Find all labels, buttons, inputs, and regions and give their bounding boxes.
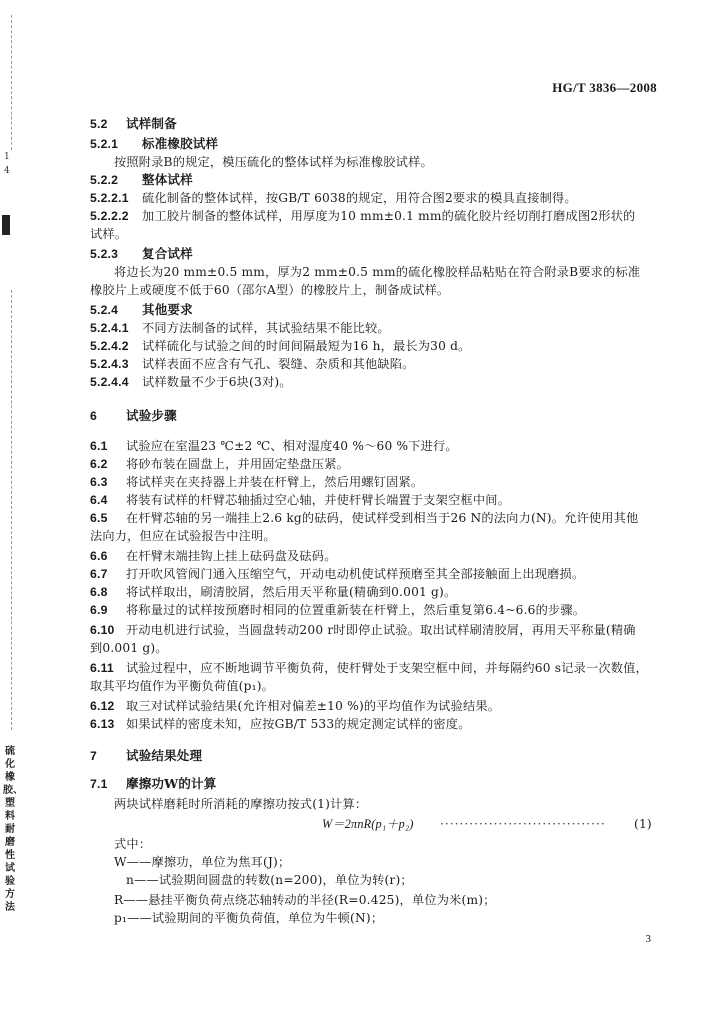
line-text: 试验过程中，应不断地调节平衡负荷，使杆臂处于支架空框中间，并每隔约60 s记录一次数值， (126, 661, 648, 675)
line-text: p₁——试验期间的平衡负荷值，单位为牛顿(N)； (114, 911, 384, 925)
formula-leader-dots: ·································· (440, 817, 606, 831)
line-text: 其他要求 (142, 302, 193, 317)
text-line (90, 226, 127, 242)
section-number: 5.2.2.1 (90, 191, 129, 205)
text-line (90, 474, 423, 490)
binding-mark (2, 215, 10, 235)
line-text: 按照附录B的规定，模压硫化的整体试样为标准橡胶试样。 (114, 155, 433, 169)
section-number: 6.1 (90, 439, 108, 453)
line-text: 试验应在室温23 ℃±2 ℃、相对湿度40 %～60 %下进行。 (126, 439, 458, 453)
line-text: 取其平均值作为平衡负荷值(p₁)。 (90, 679, 275, 693)
line-text: 在杆臂芯轴的另一端挂上2.6 kg的砝码，使试样受到相当于26 N的法向力(N)。允许使用其他 (126, 511, 639, 525)
section-heading (90, 136, 218, 152)
line-text: 复合试样 (142, 246, 193, 261)
section-number: 5.2.4 (90, 303, 119, 317)
text-line (90, 438, 458, 454)
line-text: 在杆臂末端挂钩上挂上砝码盘及砝码。 (126, 549, 337, 563)
section-number: 5.2.2.2 (90, 209, 129, 223)
text-line (126, 872, 413, 888)
line-text: 加工胶片制备的整体试样，用厚度为10 mm±0.1 mm的硫化胶片经切削打磨成图2形状的 (142, 209, 636, 223)
section-number: 6.11 (90, 661, 114, 675)
text-line (90, 320, 390, 336)
text-line (114, 854, 290, 870)
text-line (90, 208, 635, 224)
line-text: 如果试样的密度未知，应按GB/T 533的规定测定试样的密度。 (126, 717, 471, 731)
line-text: 将试样夹在夹持器上并装在杆臂上，然后用螺钉固紧。 (126, 475, 424, 489)
line-text: 整体试样 (142, 172, 193, 187)
text-line (90, 374, 292, 390)
line-text: 试样。 (90, 227, 128, 241)
text-line (114, 796, 367, 812)
section-number: 6.9 (90, 603, 108, 617)
line-text: 试样表面不应含有气孔、裂缝、杂质和其他缺陷。 (142, 357, 415, 371)
text-line (114, 910, 383, 926)
line-text: 到0.001 g)。 (90, 641, 168, 655)
line-text: W——摩擦功，单位为焦耳(J)； (114, 855, 291, 869)
standard-code-header: HG/T 3836—2008 (552, 80, 657, 95)
section-number: 6.6 (90, 549, 108, 563)
line-text: 式中： (114, 837, 152, 851)
section-number: 5.2.3 (90, 247, 119, 261)
line-text: 开动电机进行试验，当圆盘转动200 r时即停止试验。取出试样刷清胶屑，再用天平称量(精确 (126, 623, 636, 637)
section-number: 6.13 (90, 717, 115, 731)
section-number: 5.2.4.1 (90, 321, 129, 335)
section-number: 5.2.4.3 (90, 357, 129, 371)
text-line (90, 698, 500, 714)
text-line (90, 548, 337, 564)
line-text: 不同方法制备的试样，其试验结果不能比较。 (142, 321, 390, 335)
line-text: 将砂布装在圆盘上，并用固定垫盘压紧。 (126, 457, 349, 471)
section-number: 5.2.4.2 (90, 339, 129, 353)
text-line (90, 660, 648, 676)
text-line (90, 338, 471, 354)
page-number: 3 (645, 933, 651, 945)
text-line (90, 456, 349, 472)
binding-guide-line (11, 15, 12, 150)
section-number: 6.12 (90, 699, 115, 713)
line-text: 两块试样磨耗时所消耗的摩擦功按式(1)计算： (114, 797, 368, 811)
section-number: 6 (90, 409, 97, 423)
section-heading (90, 172, 193, 188)
section-heading (90, 776, 216, 792)
section-number: 6.2 (90, 457, 108, 471)
text-line (114, 836, 151, 852)
line-text: 将称量过的试样按预磨时相同的位置重新装在杆臂上，然后重复第6.4~6.6的步骤。 (126, 603, 586, 617)
section-number: 5.2.2 (90, 173, 119, 187)
line-text: R——悬挂平衡负荷点绕芯轴转动的半径(R=0.425)，单位为米(m)； (114, 893, 496, 907)
section-number: 6.4 (90, 493, 108, 507)
text-line (90, 492, 510, 508)
line-text: 试样制备 (126, 116, 177, 131)
line-text: 试验步骤 (126, 408, 177, 423)
line-text: 将边长为20 mm±0.5 mm，厚为2 mm±0.5 mm的硫化橡胶样品粘贴在符合附录B要求的标准 (114, 265, 641, 279)
line-text: 试样硫化与试验之间的时间间隔最短为16 h，最长为30 d。 (142, 339, 471, 353)
line-text: 试样数量不少于6块(3对)。 (142, 375, 292, 389)
line-text: 硫化制备的整体试样，按GB/T 6038的规定，用符合图2要求的模具直接制得。 (142, 191, 577, 205)
text-line (90, 282, 449, 298)
section-heading (90, 748, 202, 764)
formula-expression: W＝2πnR(p₁＋p₂) (322, 817, 414, 831)
binding-fraction-top: 1 (4, 152, 10, 162)
binding-fraction-bottom: 4 (4, 166, 10, 176)
text-line (114, 892, 496, 908)
line-text: 将试样取出，刷清胶屑，然后用天平称量(精确到0.001 g)。 (126, 585, 457, 599)
line-text: 摩擦功W的计算 (126, 776, 217, 791)
line-text: 取三对试样试验结果(允许相对偏差±10 %)的平均值作为试验结果。 (126, 699, 501, 713)
line-text: n——试验期间圆盘的转数(n=200)，单位为转(r)； (126, 873, 413, 887)
text-line (90, 622, 636, 638)
text-line (90, 602, 585, 618)
line-text: 橡胶片上或硬度不低于60（邵尔A型）的橡胶片上，制备成试样。 (90, 283, 450, 297)
section-number: 6.3 (90, 475, 108, 489)
side-document-title: 硫化橡胶、塑料耐磨性试验方法 (3, 746, 23, 913)
section-heading (90, 302, 193, 318)
text-line (114, 154, 433, 170)
text-line (90, 510, 638, 526)
text-line (90, 566, 584, 582)
line-text: 法向力，但应在试验报告中注明。 (90, 529, 276, 543)
text-line (90, 584, 456, 600)
equation-number: (1) (634, 817, 652, 831)
section-heading (90, 116, 177, 132)
text-line (90, 528, 276, 544)
binding-guide-line-lower (11, 290, 12, 730)
section-number: 5.2.1 (90, 137, 119, 151)
section-number: 6.7 (90, 567, 108, 581)
section-number: 7 (90, 749, 97, 763)
text-line (90, 640, 168, 656)
section-number: 5.2 (90, 117, 108, 131)
section-heading (90, 246, 193, 262)
text-line (90, 678, 274, 694)
section-number: 6.10 (90, 623, 115, 637)
section-number: 5.2.4.4 (90, 375, 129, 389)
section-heading (90, 408, 177, 424)
text-line (90, 190, 577, 206)
text-line (114, 264, 640, 280)
line-text: 标准橡胶试样 (142, 136, 219, 151)
text-line (90, 356, 415, 372)
line-text: 试验结果处理 (126, 748, 203, 763)
line-text: 将装有试样的杆臂芯轴插过空心轴，并使杆臂长端置于支架空框中间。 (126, 493, 511, 507)
section-number: 7.1 (90, 777, 108, 791)
text-line (90, 716, 471, 732)
line-text: 打开吹风管阀门通入压缩空气，开动电动机使试样预磨至其全部接触面上出现磨损。 (126, 567, 585, 581)
section-number: 6.5 (90, 511, 108, 525)
section-number: 6.8 (90, 585, 108, 599)
